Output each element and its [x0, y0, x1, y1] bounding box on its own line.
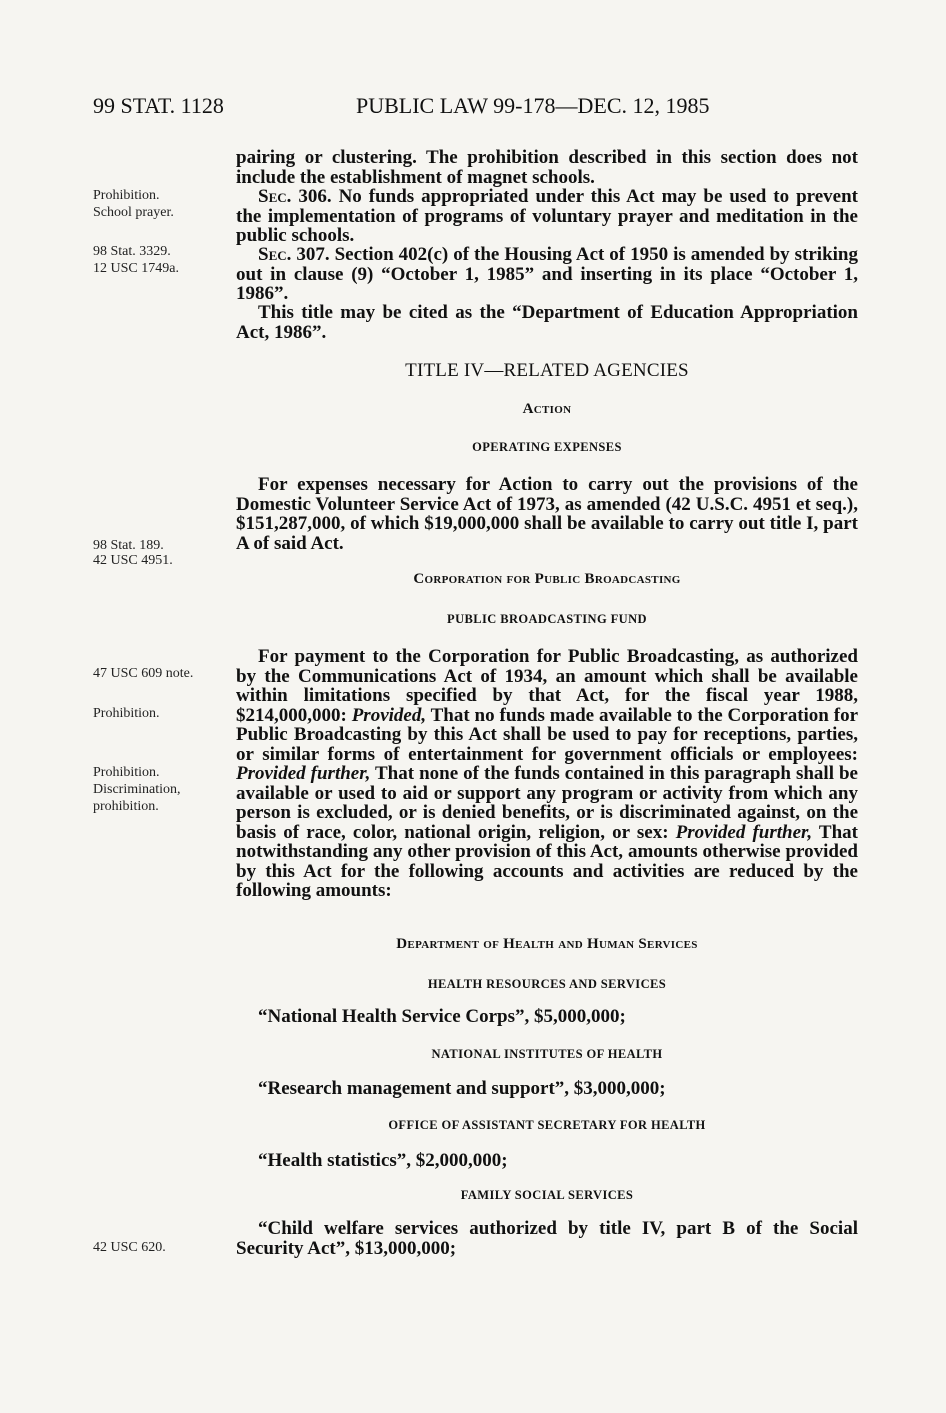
margin-note: 47 USC 609 note. — [93, 666, 194, 681]
paragraph-text: Section 402(c) of the Housing Act of 1950 is amended by striking out in clause (9) “October 1, 1985” and inserting in its place “October 1, 1986”. — [236, 244, 858, 304]
paragraph-child-welfare: “Child welfare services authorized by title IV, part B of the Social Security Act”, $13,000,000; — [236, 1218, 858, 1259]
account-heading: HEALTH RESOURCES AND SERVICES — [427, 977, 667, 991]
reduction-item: “Research management and support”, $3,000,000; — [258, 1078, 666, 1099]
title-heading: TITLE IV—RELATED AGENCIES — [405, 360, 689, 381]
proviso: Provided further, — [675, 821, 813, 843]
proviso: Provided, — [351, 704, 427, 726]
margin-note: 42 USC 4951. — [93, 553, 173, 568]
margin-note: 98 Stat. 189. — [93, 538, 164, 553]
margin-note: prohibition. — [93, 799, 159, 814]
paragraph-text: No funds appropriated under this Act may be used to prevent the implementation of programs of voluntary prayer and meditation in the public schools. — [236, 186, 858, 246]
margin-note: 98 Stat. 3329. — [93, 244, 171, 259]
account-heading: OPERATING EXPENSES — [472, 440, 622, 454]
paragraph-action-expenses: For expenses necessary for Action to carry out the provisions of the Domestic Volunteer Service Act of 1973, as amended (42 U.S.C. 4951 et seq.), $151,287,000, of which $19,000,000 shall be available to carry out title I, part A of said Act. — [236, 474, 858, 554]
account-heading: PUBLIC BROADCASTING FUND — [447, 612, 647, 626]
paragraph-text: That notwithstanding any other provision of this Act, amounts otherwise provided by this Act for the following accounts and activities are reduced by the following amounts: — [236, 821, 858, 901]
proviso: Provided further, — [236, 763, 371, 784]
margin-note: Prohibition. — [93, 706, 160, 721]
agency-heading: Action — [522, 401, 572, 417]
paragraph-text: That no funds made available to the Corporation for Public Broadcasting by this Act shall be used to pay for receptions, parties, or similar forms of entertainment for government officials or employees: — [236, 704, 859, 765]
margin-note: 12 USC 1749a. — [93, 261, 179, 276]
agency-heading: Corporation for Public Broadcasting — [413, 571, 681, 587]
paragraph-text: That none of the funds contained in this paragraph shall be available or used to aid or support any program or activity from which any person is excluded, or is denied benefits, or is discriminated against, on the basis of race, color, national origin, religion, or sex: — [236, 763, 858, 843]
margin-note: 42 USC 620. — [93, 1240, 166, 1255]
margin-note: Prohibition. — [93, 765, 160, 780]
page-header-law: PUBLIC LAW 99-178—DEC. 12, 1985 — [356, 93, 710, 118]
paragraph-sec-307 — [236, 245, 858, 304]
reduction-item: “Health statistics”, $2,000,000; — [258, 1150, 508, 1171]
paragraph-sec-306 — [236, 187, 858, 246]
paragraph-cpb-payment — [236, 647, 858, 901]
page-header-stat: 99 STAT. 1128 — [93, 93, 224, 118]
account-heading: OFFICE OF ASSISTANT SECRETARY FOR HEALTH — [388, 1118, 706, 1132]
margin-note: Discrimination, — [93, 782, 181, 797]
department-heading: Department of Health and Human Services — [396, 936, 698, 952]
section-number: Sec. 307. — [258, 244, 330, 265]
paragraph-text: For payment to the Corporation for Public Broadcasting, as authorized by the Communications Act of 1934, an amount which shall be available within limitations specified by that Act, for the fiscal year 1988, $214,000,000: — [236, 646, 858, 726]
paragraph-continuation: pairing or clustering. The prohibition described in this section does not include the establishment of magnet schools. — [236, 147, 858, 188]
margin-note: School prayer. — [93, 205, 174, 220]
margin-note: Prohibition. — [93, 188, 160, 203]
account-heading: NATIONAL INSTITUTES OF HEALTH — [431, 1047, 663, 1061]
account-heading: FAMILY SOCIAL SERVICES — [460, 1188, 634, 1202]
reduction-item: “National Health Service Corps”, $5,000,000; — [258, 1006, 626, 1027]
section-number: Sec. 306. — [258, 186, 332, 207]
paragraph-short-title: This title may be cited as the “Department of Education Appropriation Act, 1986”. — [236, 302, 858, 343]
